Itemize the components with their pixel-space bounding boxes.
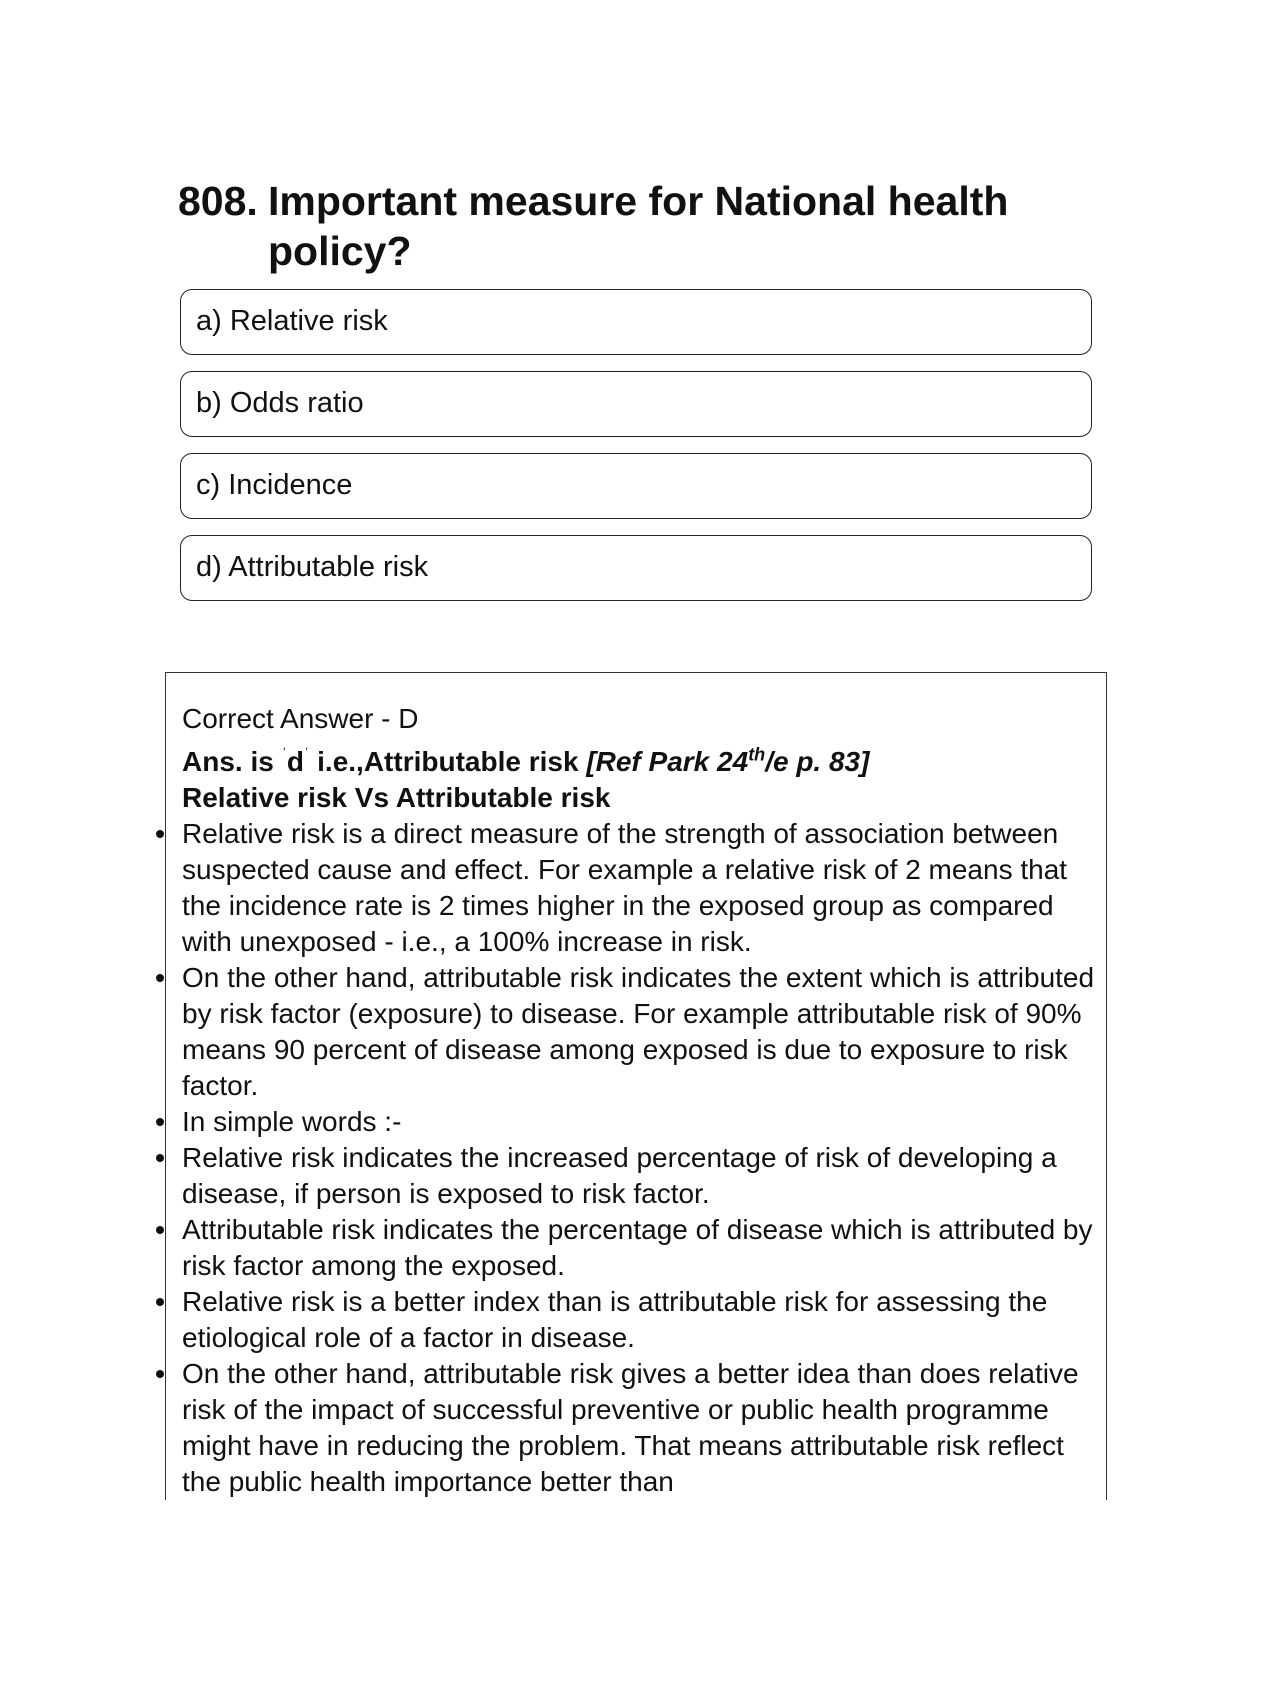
answer-box xyxy=(165,672,1107,1500)
question-number: 808. xyxy=(178,178,258,224)
explanation-list xyxy=(182,816,1097,1500)
option-b[interactable]: b) Odds ratio xyxy=(180,371,1092,437)
answer-suffix: i.e.,Attributable risk xyxy=(309,746,587,777)
option-c[interactable]: c) Incidence xyxy=(180,453,1092,519)
list-item: Relative risk is a better index than is attributable risk for assessing the etiological role of a factor in disease. xyxy=(182,1284,1097,1356)
list-item: Attributable risk indicates the percentage of disease which is attributed by risk factor among the exposed. xyxy=(182,1212,1097,1284)
list-item: On the other hand, attributable risk indicates the extent which is attributed by risk factor (exposure) to disease. For example attributable risk of 90% means 90 percent of disease among exposed is due to exposure to risk factor. xyxy=(182,960,1097,1104)
reference: [Ref Park 24th/e p. 83] xyxy=(586,744,870,777)
answer-prefix: Ans. is xyxy=(182,746,282,777)
list-item: In simple words :- xyxy=(182,1104,1097,1140)
question-text: Important measure for National health policy? xyxy=(268,178,1009,274)
option-d[interactable]: d) Attributable risk xyxy=(180,535,1092,601)
answer-letter: d xyxy=(286,746,305,777)
list-item: Relative risk indicates the increased percentage of risk of developing a disease, if person is exposed to risk factor. xyxy=(182,1140,1097,1212)
answer-content xyxy=(182,701,1097,1500)
answer-statement: Ans. is $^ˈd^ˈ$ i.e.,Attributable risk [Ref Park 24th/e p. 83] xyxy=(182,744,870,777)
answer-subheading: Relative risk Vs Attributable risk xyxy=(182,782,611,813)
correct-answer-line: Correct Answer - D xyxy=(182,703,419,734)
option-a[interactable]: a) Relative risk xyxy=(180,289,1092,355)
list-item: Relative risk is a direct measure of the strength of association between suspected cause and effect. For example a relative risk of 2 means that the incidence rate is 2 times higher in the exposed group as compared with unexposed - i.e., a 100% increase in risk. xyxy=(182,816,1097,960)
list-item: On the other hand, attributable risk gives a better idea than does relative risk of the impact of successful preventive or public health programme might have in reducing the problem. That means attributable risk reflect the public health importance better than xyxy=(182,1356,1097,1500)
